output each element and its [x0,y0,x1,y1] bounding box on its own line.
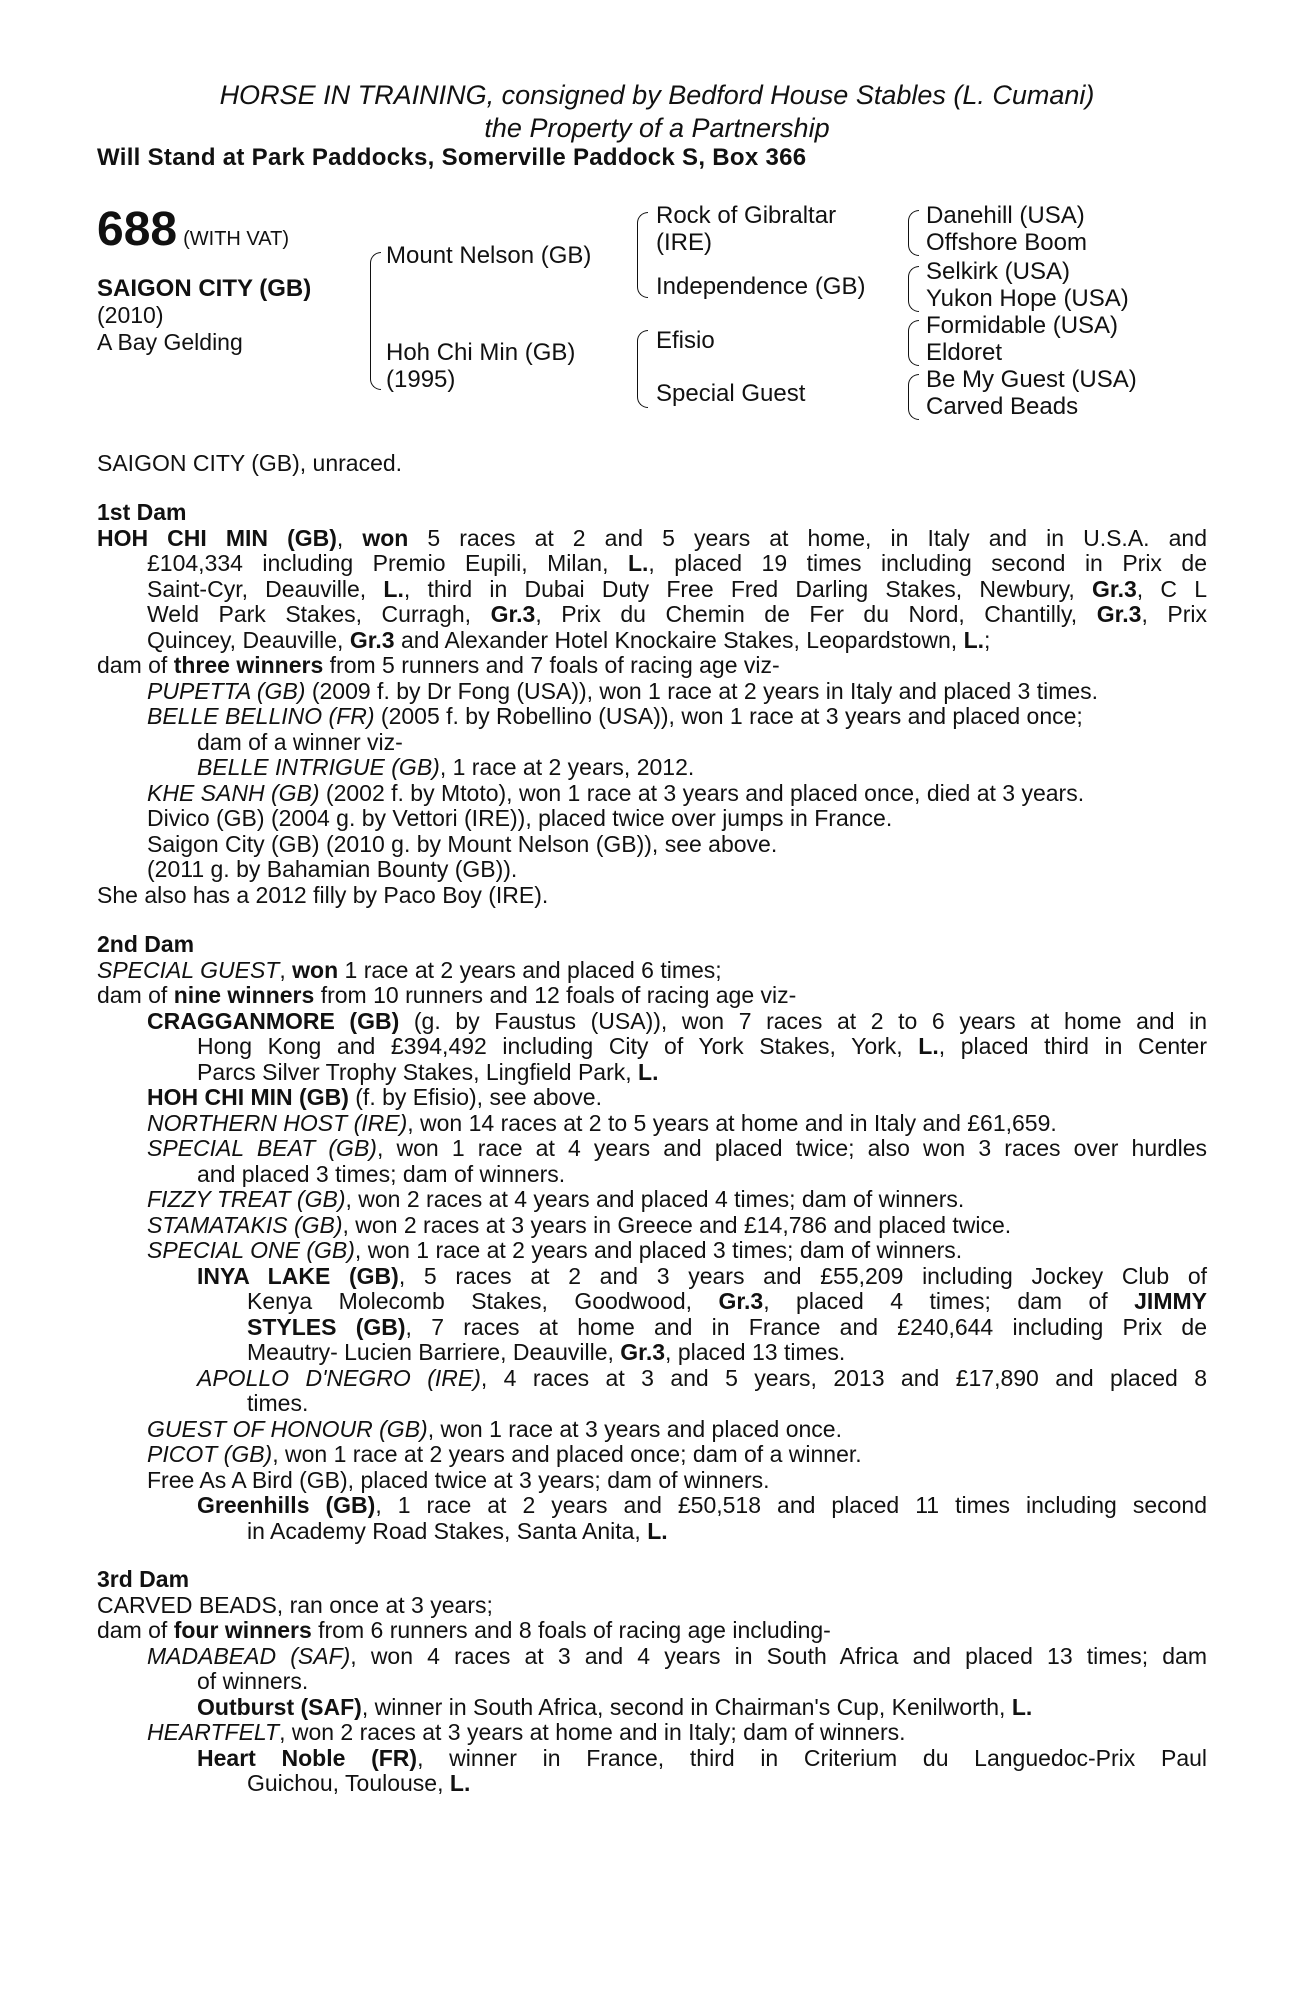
text-run: dam of [97,982,174,1008]
third-dam-heading: 3rd Dam [97,1566,190,1592]
horse-name: SPECIAL BEAT (GB) [147,1135,377,1161]
dam: Hoh Chi Min (GB) [386,339,576,366]
second-dam-line: times. [247,1390,309,1416]
horse-name: BELLE BELLINO (FR) [147,703,375,729]
grade-label: Gr.3 [620,1339,666,1365]
text-run: , won 1 race at 2 years and placed 3 times; dam of winners. [354,1237,963,1263]
sire-sire: Rock of Gibraltar [656,202,837,229]
first-dam-line: Saigon City (GB) (2010 g. by Mount Nelson (GB)), see above. [147,830,778,857]
unraced-note: SAIGON CITY (GB), unraced. [97,450,403,476]
horse-name: HOH CHI MIN (GB) [147,1084,349,1110]
text-run: , won 2 races at 3 years in Greece and £14,786 and placed twice. [342,1211,1012,1238]
grandsire-1: Danehill (USA) [926,202,1085,229]
horse-name: SAIGON CITY (GB) [97,275,312,302]
pedigree-brace-dam [637,330,648,408]
text-run: Hong Kong and £394,492 including City of York Stakes, York, [197,1033,919,1059]
horse-description: A Bay Gelding [97,329,243,355]
second-dam-line [97,1340,1207,1366]
text-run: , 1 race at 2 years and £50,518 and placed 11 times including second [375,1492,1207,1518]
text-run: , won 2 races at 3 years at home and in Italy; dam of winners. [279,1719,906,1745]
text-run: ; [984,626,991,653]
first-dam-line [97,577,1207,603]
third-dam-line [97,1746,1207,1772]
horse-name: KHE SANH (GB) [147,779,320,806]
second-dam-line [97,1493,1207,1519]
first-dam-line: Divico (GB) (2004 g. by Vettori (IRE)), placed twice over jumps in France. [147,805,893,831]
grade-label: Gr.3 [1092,575,1137,602]
header-line-3: Will Stand at Park Paddocks, Somerville Paddock S, Box 366 [97,144,807,171]
horse-year: (2010) [97,302,164,328]
horse-name: Greenhills (GB) [197,1492,376,1518]
won-label: won [362,524,409,551]
text-run: , 5 races at 2 and 3 years and £55,209 including Jockey Club of [398,1262,1207,1289]
grade-label: L. [918,1033,939,1059]
horse-name: FIZZY TREAT (GB) [147,1186,346,1212]
second-dam-line [97,1060,1207,1086]
second-dam-section [97,932,1207,1544]
sire: Mount Nelson (GB) [386,242,592,269]
text-run: , winner in France, third in Criterium du Languedoc-Prix Paul [417,1744,1208,1771]
text-run: from 10 runners and 12 foals of racing age viz- [314,982,797,1008]
text-run: Guichou, Toulouse, [247,1770,450,1796]
first-dam-line [97,628,1207,654]
grade-label: L. [963,626,985,653]
sire-sire-country: (IRE) [656,229,712,256]
text-run: , 4 races at 3 and 5 years, 2013 and £17,890 and placed 8 [480,1364,1208,1391]
second-dam-line [97,1366,1207,1392]
text-run: , placed 4 times; dam of [763,1288,1135,1314]
second-dam-line [97,1289,1207,1315]
second-dam-line [97,1315,1207,1341]
text-run: , C L [1136,575,1208,602]
granddam-4: Carved Beads [926,393,1079,420]
text-run: , 1 race at 2 years, 2012. [439,754,695,780]
first-dam-line: HOH CHI MIN (GB), won 5 races at 2 and 5 years at home, in Italy and in U.S.A. and [97,524,1207,551]
text-run: 1 race at 2 years and placed 6 times; [338,956,722,983]
third-dam-line [97,1695,1207,1721]
horse-name: INYA LAKE (GB) [197,1262,399,1289]
text-run: (2005 f. by Robellino (USA)), won 1 race at 3 years and placed once; [374,703,1083,729]
text-run: , [279,956,293,983]
grade-label: Gr.3 [490,601,536,627]
pedigree-brace-sire [637,212,648,298]
second-dam-line [97,1009,1207,1035]
second-dam-line [97,1187,1207,1213]
lot-number: 688 [97,203,178,256]
pedigree-brace-g2 [908,266,919,312]
text-run: in Academy Road Stakes, Santa Anita, [247,1517,648,1544]
granddam-2: Yukon Hope (USA) [926,285,1129,312]
text-run: from 5 runners and 7 foals of racing age viz- [323,652,780,678]
text-run: , winner in South Africa, second in Chairman's Cup, Kenilworth, [361,1693,1012,1720]
second-dam-line [97,983,1207,1009]
horse-name: HEARTFELT [147,1719,280,1745]
grade-label: L. [449,1770,471,1796]
third-dam-line [97,1771,1207,1797]
horse-name: APOLLO D'NEGRO (IRE) [197,1364,481,1391]
first-dam-line [97,653,1207,679]
dam-year: (1995) [386,366,456,393]
grade-label: L. [647,1517,668,1544]
first-dam-line [97,679,1207,705]
second-dam-line [97,1264,1207,1290]
grade-label: L. [1011,1693,1033,1720]
text-run: , placed 19 times including second in Prix de [648,550,1207,576]
text-run: from 6 runners and 8 foals of racing age including- [311,1617,831,1643]
third-dam-line [97,1644,1207,1670]
horse-name: Heart Noble (FR) [197,1744,418,1771]
text-run: Weld Park Stakes, Curragh, [147,601,491,627]
text-run: Saint-Cyr, Deauville, [147,575,384,602]
first-dam-line: (2011 g. by Bahamian Bounty (GB)). [147,856,518,882]
second-dam-line [97,1111,1207,1137]
horse-name: JIMMY [1134,1288,1207,1314]
second-dam-line: Free As A Bird (GB), placed twice at 3 years; dam of winners. [147,1466,770,1493]
third-dam-line: CARVED BEADS, ran once at 3 years; [97,1591,493,1618]
second-dam-line [97,1136,1207,1162]
second-dam-line [97,1034,1207,1060]
grade-label: Gr.3 [349,626,395,653]
sire-dam: Independence (GB) [656,273,866,300]
second-dam-heading: 2nd Dam [97,931,195,957]
second-dam-line [97,1213,1207,1239]
granddam-3: Eldoret [926,339,1003,366]
grade-label: Gr.3 [1096,601,1142,627]
horse-name: PUPETTA (GB) [147,677,306,704]
text-run: and Alexander Hotel Knockaire Stakes, Leopardstown, [394,626,964,653]
text-run: dam of [97,1617,174,1643]
header-line-1: HORSE IN TRAINING, consigned by Bedford House Stables (L. Cumani) [219,80,1095,110]
horse-name: PICOT (GB) [147,1441,273,1467]
text-run: , Prix du Chemin de Fer du Nord, Chantilly, [535,601,1097,627]
first-dam-line [97,551,1207,577]
text-run: (g. by Faustus (USA)), won 7 races at 2 to 6 years at home and in [399,1007,1207,1034]
header-line-2: the Property of a Partnership [484,113,830,143]
grade-label: L. [383,575,404,602]
first-dam-line [97,704,1207,730]
third-dam-section [97,1567,1207,1797]
pedigree-brace-g3 [908,320,919,366]
winners-count: three winners [173,652,324,678]
horse-name: GUEST OF HONOUR (GB) [147,1415,428,1442]
text-run: Quincey, Deauville, [147,626,350,653]
third-dam-line: of winners. [197,1668,309,1694]
first-dam-line [97,602,1207,628]
winners-count: nine winners [173,982,315,1008]
horse-name: MADABEAD (SAF) [147,1642,351,1669]
horse-name: STYLES (GB) [247,1313,406,1340]
text-run: , won 14 races at 2 to 5 years at home and in Italy and £61,659. [407,1109,1057,1136]
dam-name: HOH CHI MIN (GB) [97,524,337,551]
horse-name: CRAGGANMORE (GB) [147,1007,400,1034]
first-dam-section [97,500,1207,908]
text-run: , third in Dubai Duty Free Fred Darling Stakes, Newbury, [403,575,1093,602]
second-dam-line [97,1519,1207,1545]
horse-name: SPECIAL ONE (GB) [147,1237,355,1263]
text-run: Kenya Molecomb Stakes, Goodwood, [247,1288,719,1314]
text-run: Parcs Silver Trophy Stakes, Lingfield Park, [197,1058,639,1085]
grade-label: Gr.3 [718,1288,764,1314]
dam-dam: Special Guest [656,380,806,407]
horse-name: NORTHERN HOST (IRE) [147,1109,408,1136]
dam-sire: Efisio [656,327,715,354]
grandsire-4: Be My Guest (USA) [926,366,1137,393]
second-dam-line [97,1442,1207,1468]
second-dam-line [97,1417,1207,1443]
won-label: won [292,956,339,983]
text-run: , won 4 races at 3 and 4 years in South Africa and placed 13 times; dam [350,1642,1207,1669]
pedigree-brace-g1 [908,210,919,256]
text-run: , placed third in Center [938,1033,1208,1059]
text-run: 5 races at 2 and 5 years at home, in Italy and in U.S.A. and [408,524,1207,551]
horse-name: STAMATAKIS (GB) [147,1211,343,1238]
second-dam-line [97,1085,1207,1111]
text-run: , Prix [1141,601,1207,627]
text-run: (2009 f. by Dr Fong (USA)), won 1 race at 2 years in Italy and placed 3 times. [305,677,1099,704]
winners-count: four winners [173,1617,312,1643]
first-dam-line: dam of a winner viz- [197,728,403,755]
grandsire-3: Formidable (USA) [926,312,1119,339]
pedigree-brace-main [370,252,381,390]
third-dam-line [97,1618,1207,1644]
text-run: , won 1 race at 2 years and placed once; dam of a winner. [272,1441,862,1467]
third-dam-line [97,1720,1207,1746]
granddam-1: Offshore Boom [926,229,1087,256]
text-run: Meautry- Lucien Barriere, Deauville, [247,1339,621,1365]
grade-label: L. [638,1058,659,1085]
text-run: , won 1 race at 4 years and placed twice; also won 3 races over hurdles [376,1135,1207,1161]
horse-name: Outburst (SAF) [197,1693,362,1720]
text-run: , placed 13 times. [665,1339,846,1365]
horse-name: SPECIAL GUEST [97,956,280,983]
grade-label: L. [627,550,649,576]
first-dam-line [97,781,1207,807]
text-run: (2002 f. by Mtoto), won 1 race at 3 years and placed once, died at 3 years. [319,779,1085,806]
first-dam-line [97,755,1207,781]
text-run: dam of [97,652,174,678]
text-run: , won 1 race at 3 years and placed once. [427,1415,842,1442]
text-run: £104,334 including Premio Eupili, Milan, [147,550,628,576]
lot-number-block [97,205,289,255]
text-run: (f. by Efisio), see above. [348,1084,602,1110]
second-dam-line [97,958,1207,984]
horse-name: BELLE INTRIGUE (GB) [197,754,440,780]
text-run: , 7 races at home and in France and £240,644 including Prix de [405,1313,1207,1340]
vat-note: (WITH VAT) [183,228,289,250]
grandsire-2: Selkirk (USA) [926,258,1071,285]
first-dam-line: She also has a 2012 filly by Paco Boy (IRE). [97,881,549,908]
first-dam-heading: 1st Dam [97,499,187,525]
pedigree-brace-g4 [908,374,919,420]
second-dam-line: and placed 3 times; dam of winners. [197,1160,566,1187]
second-dam-line [97,1238,1207,1264]
text-run: , won 2 races at 4 years and placed 4 times; dam of winners. [345,1186,965,1212]
